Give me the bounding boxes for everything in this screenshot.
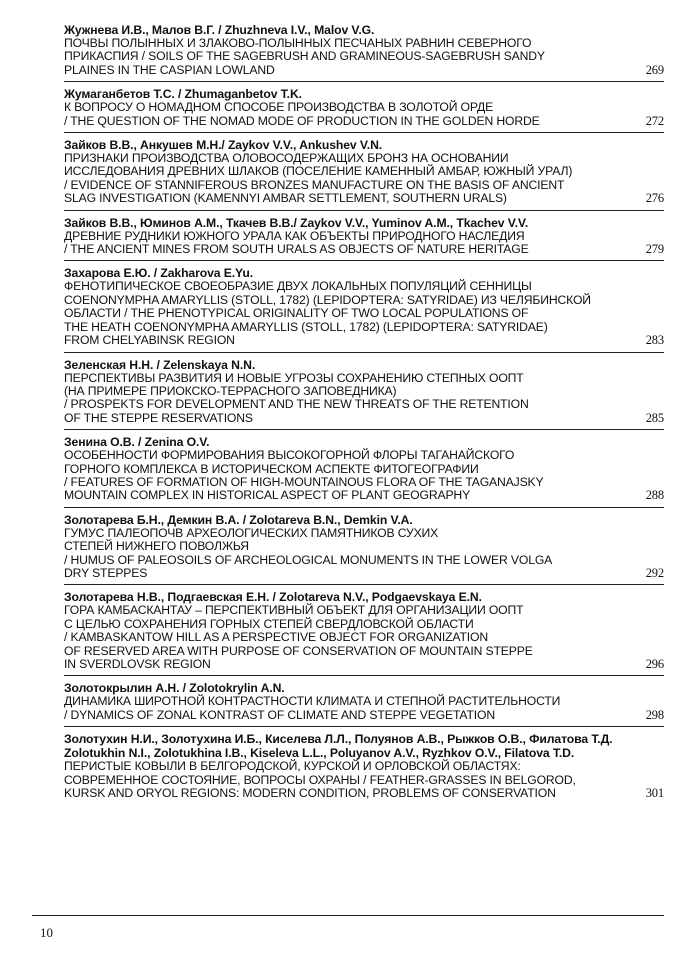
toc-entry — [64, 676, 664, 727]
entry-authors: Зеленская Н.Н. / Zelenskaya N.N. — [64, 357, 256, 372]
entry-title-line — [64, 243, 664, 256]
entry-title-line — [64, 115, 664, 128]
entry-title-line — [64, 385, 664, 398]
entry-title-line — [64, 476, 664, 489]
entry-title-line — [64, 604, 664, 617]
entry-page-number: 269 — [645, 62, 664, 77]
footer-divider — [32, 915, 664, 916]
entry-authors: Zolotukhin N.I., Zolotukhina I.B., Kiseleva L.L., Poluyanov A.V., Ryzhkov O.V., Filatova T.D. — [64, 746, 575, 761]
entry-title-text: SLAG INVESTIGATION (KAMENNYI AMBAR SETTLEMENT, SOUTHERN URALS) — [64, 191, 507, 206]
entry-title-text: / PROSPEKTS FOR DEVELOPMENT AND THE NEW THREATS OF THE RETENTION — [64, 397, 529, 412]
entry-title-text: COENONYMPHA AMARYLLIS (STOLL, 1782) (LEPIDOPTERA: SATYRIDAE) ИЗ ЧЕЛЯБИНСКОЙ — [64, 292, 591, 307]
entry-title-line — [64, 64, 664, 77]
toc-entry — [64, 261, 664, 352]
entry-page-number: 298 — [645, 707, 664, 722]
entry-title-line — [64, 787, 664, 800]
entry-page-number: 288 — [645, 488, 664, 503]
entry-title-text: ГОРНОГО КОМПЛЕКСА В ИСТОРИЧЕСКОМ АСПЕКТЕ ФИТОГЕОГРАФИИ — [64, 461, 479, 476]
entry-title-text: ПОЧВЫ ПОЛЫННЫХ И ЗЛАКОВО-ПОЛЫННЫХ ПЕСЧАНЫХ РАВНИН СЕВЕРНОГО — [64, 36, 532, 50]
entry-title-text: MOUNTAIN COMPLEX IN HISTORICAL ASPECT OF PLANT GEOGRAPHY — [64, 488, 471, 503]
table-of-contents — [64, 18, 664, 804]
entry-title-line — [64, 179, 664, 192]
entry-title-text: PLAINES IN THE CASPIAN LOWLAND — [64, 62, 275, 77]
entry-title-text: / KAMBASKANTOW HILL AS A PERSPECTIVE OBJECT FOR ORGANIZATION — [64, 630, 488, 645]
entry-authors: Золотокрылин А.Н. / Zolotokrylin A.N. — [64, 681, 285, 696]
entry-title-line — [64, 165, 664, 178]
entry-title-text: ПРИЗНАКИ ПРОИЗВОДСТВА ОЛОВОСОДЕРЖАЩИХ БРОНЗ НА ОСНОВАНИИ — [64, 151, 509, 166]
entry-title-text: DRY STEPPES — [64, 565, 148, 580]
entry-title-text: ОСОБЕННОСТИ ФОРМИРОВАНИЯ ВЫСОКОГОРНОЙ ФЛОРЫ ТАГАНАЙСКОГО — [64, 448, 515, 463]
entry-title-text: ГОРА КАМБАСКАНТАУ – ПЕРСПЕКТИВНЫЙ ОБЪЕКТ ДЛЯ ОРГАНИЗАЦИИ ООПТ — [64, 603, 524, 618]
entry-title-line — [64, 449, 664, 462]
entry-title-text: ИССЛЕДОВАНИЯ ДРЕВНИХ ШЛАКОВ (ПОСЕЛЕНИЕ КАМЕННЫЙ АМБАР, ЮЖНЫЙ УРАЛ) — [64, 164, 573, 179]
entry-title-text: ГУМУС ПАЛЕОПОЧВ АРХЕОЛОГИЧЕСКИХ ПАМЯТНИКОВ СУХИХ — [64, 525, 439, 540]
toc-entry — [64, 211, 664, 262]
entry-page-number: 285 — [645, 410, 664, 425]
entry-title-text: THE HEATH COENONYMPHA AMARYLLIS (STOLL, 1782) (LEPIDOPTERA: SATYRIDAE) — [64, 319, 548, 334]
entry-authors: Зенина О.В. / Zenina O.V. — [64, 435, 210, 450]
entry-title-text: К ВОПРОСУ О НОМАДНОМ СПОСОБЕ ПРОИЗВОДСТВА В ЗОЛОТОЙ ОРДЕ — [64, 100, 494, 115]
entry-title-line — [64, 658, 664, 671]
entry-title-text: ФЕНОТИПИЧЕСКОЕ СВОЕОБРАЗИЕ ДВУХ ЛОКАЛЬНЫХ ПОПУЛЯЦИЙ СЕННИЦЫ — [64, 279, 532, 294]
entry-title-line — [64, 334, 664, 347]
entry-title-text: С ЦЕЛЬЮ СОХРАНЕНИЯ ГОРНЫХ СТЕПЕЙ СВЕРДЛОВСКОЙ ОБЛАСТИ — [64, 616, 474, 631]
entry-authors: Золотарева Н.В., Подгаевская Е.Н. / Zolotareva N.V., Podgaevskaya E.N. — [64, 590, 482, 605]
entry-title-line — [64, 37, 664, 50]
entry-title-line — [64, 50, 664, 63]
toc-entry — [64, 133, 664, 211]
entry-title-line — [64, 489, 664, 502]
toc-entry — [64, 508, 664, 586]
entry-title-line — [64, 645, 664, 658]
entry-authors: Жумаганбетов Т.С. / Zhumaganbetov T.K. — [64, 87, 302, 102]
entry-page-number: 276 — [645, 191, 664, 206]
entry-title-text: FROM CHELYABINSK REGION — [64, 333, 235, 348]
entry-title-text: / DYNAMICS OF ZONAL KONTRAST OF CLIMATE AND STEPPE VEGETATION — [64, 707, 496, 722]
entry-title-text: / HUMUS OF PALEOSOILS OF ARCHEOLOGICAL MONUMENTS IN THE LOWER VOLGA — [64, 552, 553, 567]
entry-page-number: 272 — [645, 113, 664, 128]
entry-title-text: ПЕРСПЕКТИВЫ РАЗВИТИЯ И НОВЫЕ УГРОЗЫ СОХРАНЕНИЮ СТЕПНЫХ ООПТ — [64, 370, 524, 385]
entry-title-text: ПЕРИСТЫЕ КОВЫЛИ В БЕЛГОРОДСКОЙ, КУРСКОЙ И ОРЛОВСКОЙ ОБЛАСТЯХ: — [64, 759, 521, 774]
toc-entry — [64, 353, 664, 431]
entry-title-text: / EVIDENCE OF STANNIFEROUS BRONZES MANUFACTURE ON THE BASIS OF ANCIENT — [64, 177, 565, 192]
entry-title-text: СОВРЕМЕННОЕ СОСТОЯНИЕ, ВОПРОСЫ ОХРАНЫ / FEATHER-GRASSES IN BELGOROD, — [64, 772, 576, 787]
entry-title-text: KURSK AND ORYOL REGIONS: MODERN CONDITION, PROBLEMS OF CONSERVATION — [64, 786, 556, 801]
entry-title-line — [64, 192, 664, 205]
entry-title-line — [64, 760, 664, 773]
entry-authors: Захарова Е.Ю. / Zakharova E.Yu. — [64, 266, 254, 281]
entry-title-line — [64, 554, 664, 567]
page-number: 10 — [40, 925, 53, 940]
entry-title-line — [64, 321, 664, 334]
entry-page-number: 296 — [645, 657, 664, 671]
entry-title-text: (НА ПРИМЕРЕ ПРИОКСКО-ТЕРРАСНОГО ЗАПОВЕДНИКА) — [64, 383, 397, 398]
entry-title-text: / THE QUESTION OF THE NOMAD MODE OF PRODUCTION IN THE GOLDEN HORDE — [64, 113, 540, 128]
entry-title-line — [64, 709, 664, 722]
toc-entry — [64, 18, 664, 82]
entry-authors: Золотухин Н.И., Золотухина И.Б., Киселева Л.Л., Полуянов А.В., Рыжков О.В., Филатова Т.Д. — [64, 732, 613, 747]
entry-title-line — [64, 631, 664, 644]
entry-title-line — [64, 230, 664, 243]
entry-title-line — [64, 294, 664, 307]
entry-title-text: OF RESERVED AREA WITH PURPOSE OF CONSERVATION OF MOUNTAIN STEPPE — [64, 643, 533, 658]
entry-title-line — [64, 307, 664, 320]
entry-page-number: 283 — [645, 333, 664, 348]
entry-title-line — [64, 774, 664, 787]
entry-page-number: 292 — [645, 565, 664, 580]
entry-title-line — [64, 280, 664, 293]
entry-title-text: СТЕПЕЙ НИЖНЕГО ПОВОЛЖЬЯ — [64, 539, 249, 554]
entry-title-line — [64, 695, 664, 708]
entry-page-number: 301 — [645, 786, 664, 801]
entry-title-text: ДИНАМИКА ШИРОТНОЙ КОНТРАСТНОСТИ КЛИМАТА И СТЕПНОЙ РАСТИТЕЛЬНОСТИ — [64, 694, 561, 709]
entry-title-text: / THE ANCIENT MINES FROM SOUTH URALS AS OBJECTS OF NATURE HERITAGE — [64, 242, 529, 257]
entry-title-line — [64, 398, 664, 411]
entry-page-number: 279 — [645, 242, 664, 257]
entry-title-line — [64, 412, 664, 425]
entry-authors: Зайков В.В., Анкушев М.Н./ Zaykov V.V., Ankushev V.N. — [64, 138, 383, 153]
entry-title-line — [64, 567, 664, 580]
entry-authors: Золотарева Б.Н., Демкин В.А. / Zolotareva B.N., Demkin V.A. — [64, 512, 413, 527]
entry-title-text: ДРЕВНИЕ РУДНИКИ ЮЖНОГО УРАЛА КАК ОБЪЕКТЫ ПРИРОДНОГО НАСЛЕДИЯ — [64, 228, 525, 243]
toc-entry — [64, 727, 664, 804]
entry-authors: Жужнева И.В., Малов В.Г. / Zhuzhneva I.V., Malov V.G. — [64, 23, 375, 37]
entry-title-line — [64, 463, 664, 476]
entry-title-line — [64, 372, 664, 385]
entry-title-line — [64, 101, 664, 114]
entry-title-text: ОБЛАСТИ / THE PHENOTYPICAL ORIGINALITY OF TWO LOCAL POPULATIONS OF — [64, 306, 529, 321]
entry-title-text: IN SVERDLOVSK REGION — [64, 657, 211, 671]
toc-entry — [64, 430, 664, 508]
entry-title-text: / FEATURES OF FORMATION OF HIGH-MOUNTAINOUS FLORA OF THE TAGANAJSKY — [64, 474, 544, 489]
entry-title-line — [64, 540, 664, 553]
toc-entry — [64, 585, 664, 676]
entry-title-text: OF THE STEPPE RESERVATIONS — [64, 410, 253, 425]
entry-title-line — [64, 618, 664, 631]
toc-entry — [64, 82, 664, 133]
entry-authors: Зайков В.В., Юминов А.М., Ткачев В.В./ Zaykov V.V., Yuminov A.M., Tkachev V.V. — [64, 215, 529, 230]
entry-title-text: ПРИКАСПИЯ / SOILS OF THE SAGEBRUSH AND GRAMINEOUS-SAGEBRUSH SANDY — [64, 49, 545, 64]
